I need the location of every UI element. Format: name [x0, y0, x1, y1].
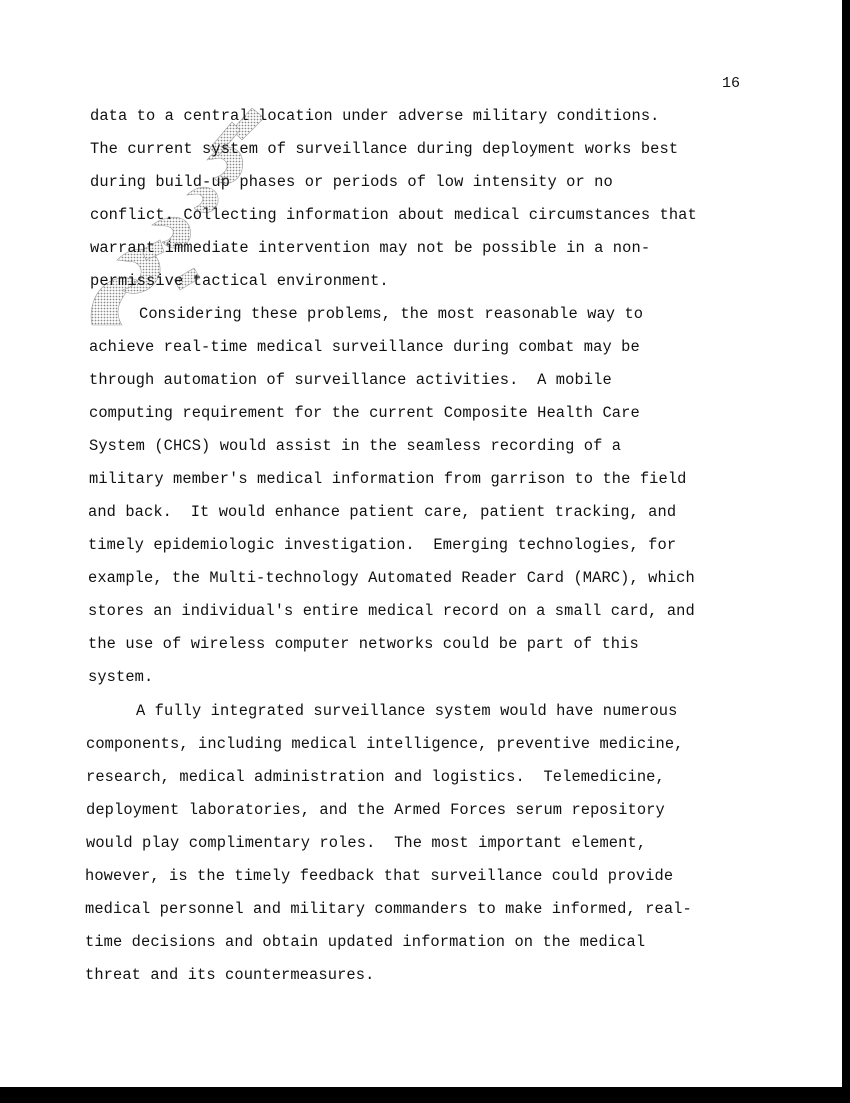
body-line-10: computing requirement for the current Composite Health Care — [89, 404, 640, 422]
body-line-18: system. — [88, 668, 154, 686]
body-line-11: System (CHCS) would assist in the seamless recording of a — [89, 437, 622, 455]
body-line-24: however, is the timely feedback that surveillance could provide — [85, 867, 674, 885]
page-number: 16 — [722, 75, 741, 92]
body-line-12: military member's medical information from garrison to the field — [89, 470, 687, 488]
body-line-22: deployment laboratories, and the Armed Forces serum repository — [86, 801, 665, 819]
body-line-19: A fully integrated surveillance system would have numerous — [136, 702, 678, 720]
body-line-1: data to a central location under adverse military conditions. — [90, 107, 660, 125]
body-line-8: achieve real-time medical surveillance during combat may be — [89, 338, 640, 356]
body-line-26: time decisions and obtain updated information on the medical — [85, 933, 646, 951]
body-line-27: threat and its countermeasures. — [85, 966, 375, 984]
body-line-6: permissive tactical environment. — [90, 272, 389, 290]
body-line-5: warrant immediate intervention may not be possible in a non- — [90, 239, 651, 257]
body-line-16: stores an individual's entire medical record on a small card, and — [88, 602, 695, 620]
body-line-21: research, medical administration and logistics. Telemedicine, — [86, 768, 665, 786]
body-line-9: through automation of surveillance activities. A mobile — [89, 371, 612, 389]
scan-edge-right — [842, 0, 850, 1103]
body-line-14: timely epidemiologic investigation. Emerging technologies, for — [88, 536, 677, 554]
scan-edge-bottom — [0, 1087, 850, 1103]
body-line-15: example, the Multi-technology Automated Reader Card (MARC), which — [88, 569, 695, 587]
body-line-23: would play complimentary roles. The most important element, — [86, 834, 647, 852]
body-line-4: conflict. Collecting information about medical circumstances that — [90, 206, 697, 224]
body-line-7: Considering these problems, the most reasonable way to — [139, 305, 644, 323]
body-line-2: The current system of surveillance during deployment works best — [90, 140, 679, 158]
body-line-13: and back. It would enhance patient care, patient tracking, and — [88, 503, 677, 521]
body-line-20: components, including medical intelligence, preventive medicine, — [86, 735, 684, 753]
body-line-17: the use of wireless computer networks could be part of this — [88, 635, 639, 653]
body-line-3: during build-up phases or periods of low intensity or no — [90, 173, 613, 191]
body-line-25: medical personnel and military commanders to make informed, real- — [85, 900, 692, 918]
